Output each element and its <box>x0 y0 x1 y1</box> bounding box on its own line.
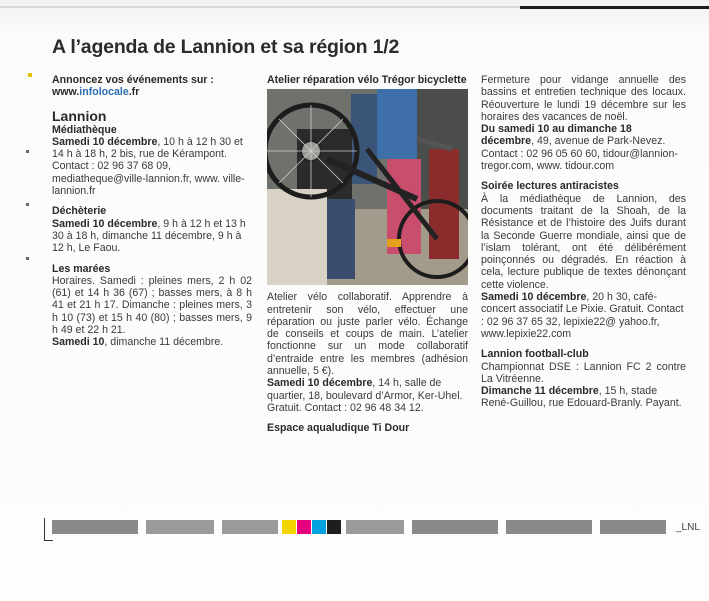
swatch-gray-6 <box>506 520 592 534</box>
column-3 <box>481 74 686 410</box>
soiree-entry <box>481 180 686 340</box>
soiree-details <box>481 291 686 340</box>
margin-dot-3 <box>26 257 29 260</box>
football-date: Dimanche 11 décembre <box>481 385 599 398</box>
espace-entry <box>267 422 468 434</box>
decheterie-date: Samedi 10 décembre <box>52 217 158 230</box>
page-code: _LNL <box>676 522 700 533</box>
mediatheque-details: , 10 h à 12 h 30 et 14 h à 18 h, 2 bis, rue de Kérampont. Contact : 02 96 37 68 09, mediatheque@ville-lannion.fr, www. ville-lannion.fr <box>52 135 245 198</box>
swatch-yellow <box>282 520 296 534</box>
margin-dot-yellow <box>28 73 32 77</box>
mediatheque-body <box>52 136 252 197</box>
bicycle-repair-photo <box>267 89 468 285</box>
swatch-black <box>327 520 341 534</box>
soiree-date: Samedi 10 décembre <box>481 291 587 304</box>
marees-venue: Les marées <box>52 262 111 275</box>
atelier-info: , 14 h, salle de quartier, 18, boulevard d’Armor, Ker-Uhel. Gratuit. Contact : 02 96 48 34 12. <box>267 377 463 414</box>
soiree-body: À la médiathèque de Lannion, des documents traitant de la Shoah, de la Résistance et de l’histoire des Juifs durant la Seconde Guerre mondiale, ainsi que de l’islam tolérant, ont été délibérément poinçonnés ou dégradés. En réaction à cela, lecture publique de textes dénonçant cette violence. <box>481 192 686 291</box>
espace-info: , 49, avenue de Park-Nevez. Contact : 02 96 05 60 60, tidour@lannion-tregor.com, www. tidour.com <box>481 135 678 173</box>
atelier-body: Atelier vélo collaboratif. Apprendre à entretenir son vélo, effectuer une réparation ou juste parler vélo. Échange de conseils et coups de main. L’atelier fonctionne sur un mode collaboratif d’entraide entre les membres (adhésion annuelle, 5 €). <box>267 291 468 378</box>
football-body: Championnat DSE : Lannion FC 2 contre La Vitréenne. <box>481 360 686 385</box>
football-details <box>481 385 686 410</box>
soiree-title: Soirée lectures antiracistes <box>481 180 619 193</box>
intro-www: www. <box>52 86 80 99</box>
mediatheque-date: Samedi 10 décembre <box>52 135 158 148</box>
atelier-title: Atelier réparation vélo Trégor bicyclette <box>267 74 467 86</box>
espace-details <box>481 123 686 172</box>
football-entry <box>481 348 686 409</box>
swatch-gray-7 <box>600 520 666 534</box>
city-heading: Lannion <box>52 107 107 124</box>
football-info: , 15 h, stade René-Guillou, rue Edouard-Branly. Payant. <box>481 385 682 410</box>
intro-line <box>52 74 252 99</box>
column-1 <box>52 74 252 349</box>
column-2 <box>267 74 468 435</box>
mediatheque-venue: Médiathèque <box>52 123 117 136</box>
atelier-details <box>267 377 468 414</box>
swatch-gray-2 <box>146 520 214 534</box>
top-rule-dark <box>520 6 709 9</box>
print-color-bar <box>46 520 686 536</box>
marees-entry <box>52 263 252 349</box>
marees-date: Samedi 10 <box>52 336 105 349</box>
swatch-gray-5 <box>412 520 498 534</box>
intro-tld: .fr <box>128 86 140 99</box>
espace-title: Espace aqualudique Ti Dour <box>267 422 410 435</box>
mediatheque-entry <box>52 124 252 198</box>
marees-body: Horaires. Samedi : pleines mers, 2 h 02 (61) et 14 h 36 (67) ; basses mers, à 8 h 41 et 21 h 17. Dimanche : pleines mers, 3 h 10 (73) et 15 h 40 (80) ; basses mers, 9 h 49 et 22 h 21. <box>52 274 252 337</box>
marees-dates <box>52 336 252 348</box>
bicycle-photo-illustration <box>267 89 468 285</box>
margin-dot-1 <box>26 150 29 153</box>
decheterie-body <box>52 218 252 255</box>
infolocale-link[interactable]: infolocale <box>79 86 129 99</box>
swatch-gray-4 <box>346 520 404 534</box>
swatch-magenta <box>297 520 311 534</box>
decheterie-details: , 9 h à 12 h et 13 h 30 à 18 h, dimanche 11 décembre, 9 h à 12 h, Le Faou. <box>52 217 246 255</box>
espace-body: Fermeture pour vidange annuelle des bassins et entretien technique des locaux. Réouverture le lundi 19 décembre sur les horaires des vacances de noël. <box>481 74 686 123</box>
football-title: Lannion football-club <box>481 348 589 361</box>
swatch-gray-3 <box>222 520 278 534</box>
margin-dot-2 <box>26 203 29 206</box>
marees-details: , dimanche 11 décembre. <box>104 336 224 349</box>
atelier-date: Samedi 10 décembre <box>267 377 373 390</box>
swatch-cyan <box>312 520 326 534</box>
page-title: A l’agenda de Lannion et sa région 1/2 <box>52 36 400 58</box>
decheterie-entry <box>52 205 252 254</box>
decheterie-venue: Déchèterie <box>52 205 107 218</box>
intro-text: Annoncez vos événements sur : <box>52 74 214 86</box>
swatch-gray-1 <box>52 520 138 534</box>
espace-date: Du samedi 10 au dimanche 18 décembre <box>481 123 632 148</box>
soiree-info: , 20 h 30, café-concert associatif Le Pixie. Gratuit. Contact : 02 96 37 65 32, lepixie22@ yahoo.fr, www.lepixie22.com <box>481 291 684 340</box>
